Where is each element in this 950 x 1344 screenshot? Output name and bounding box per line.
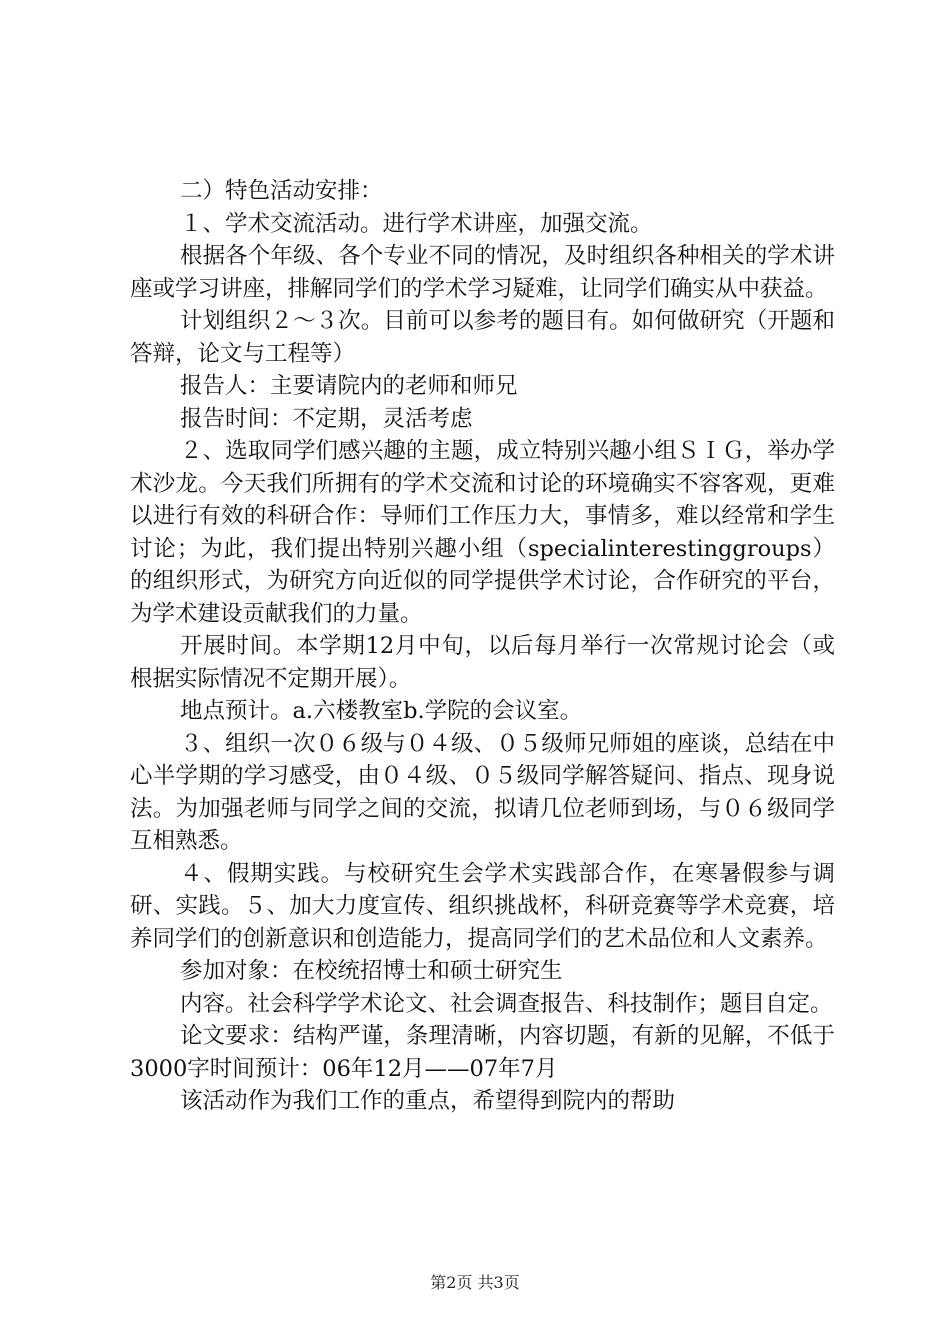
paragraph-lectures-description: 根据各个年级、各个专业不同的情况，及时组织各种相关的学术讲座或学习讲座，排解同学们的学术学习疑难，让同学们确实从中获益。 xyxy=(130,243,835,302)
paragraph-content: 内容。社会科学学术论文、社会调查报告、科技制作；题目自定。 xyxy=(180,990,833,1017)
paragraph-closing: 该活动作为我们工作的重点，希望得到院内的帮助 xyxy=(180,1088,676,1114)
paragraph-item-3-forum: ３、组织一次０６级与０４级、０５级师兄师姐的座谈，总结在中心半学期的学习感受，由０４级、０５级同学解答疑问、指点、现身说法。为加强老师与同学之间的交流，拟请几位老师到场，与０６级同学互相熟悉。 xyxy=(130,730,835,854)
paragraph-report-time: 报告时间：不定期，灵活考虑 xyxy=(180,405,473,432)
paragraph-start-time: 开展时间。本学期12月中旬，以后每月举行一次常规讨论会（或根据实际情况不定期开展）。 xyxy=(130,633,835,692)
paragraph-paper-requirements: 论文要求：结构严谨，条理清晰，内容切题，有新的见解，不低于3000字时间预计：06年12月——07年7月 xyxy=(130,1023,835,1082)
paragraph-lectures-plan: 计划组织２～３次。目前可以参考的题目有。如何做研究（开题和答辩，论文与工程等） xyxy=(130,308,835,367)
paragraph-section-heading: 二）特色活动安排： xyxy=(180,178,383,204)
paragraph-item-2-sig: ２、选取同学们感兴趣的主题，成立特别兴趣小组ＳＩＧ，举办学术沙龙。今天我们所拥有的学术交流和讨论的环境确实不容客观，更难以进行有效的科研合作：导师们工作压力大，事情多，难以经常和学生讨论；为此，我们提出特别兴趣小组（specialinterestinggroups）的组织形式，为研究方向近似的同学提供学术讨论，合作研究的平台，为学术建设贡献我们的力量。 xyxy=(130,438,835,627)
document-body xyxy=(130,175,835,1118)
paragraph-location: 地点预计。a.六楼教室b.学院的会议室。 xyxy=(180,698,583,724)
paragraph-participants: 参加对象：在校统招博士和硕士研究生 xyxy=(180,958,563,984)
paragraph-reporters: 报告人：主要请院内的老师和师兄 xyxy=(180,373,518,399)
paragraph-item-4-5-practice: ４、假期实践。与校研究生会学术实践部合作，在寒暑假参与调研、实践。５、加大力度宣传、组织挑战杯，科研竞赛等学术竞赛，培养同学们的创新意识和创造能力，提高同学们的艺术品位和人文素养。 xyxy=(130,860,835,952)
paragraph-item-1-heading: １、学术交流活动。进行学术讲座，加强交流。 xyxy=(180,210,653,237)
page-number-label: 第2页 共3页 xyxy=(430,1273,520,1292)
page-footer xyxy=(0,1273,950,1293)
